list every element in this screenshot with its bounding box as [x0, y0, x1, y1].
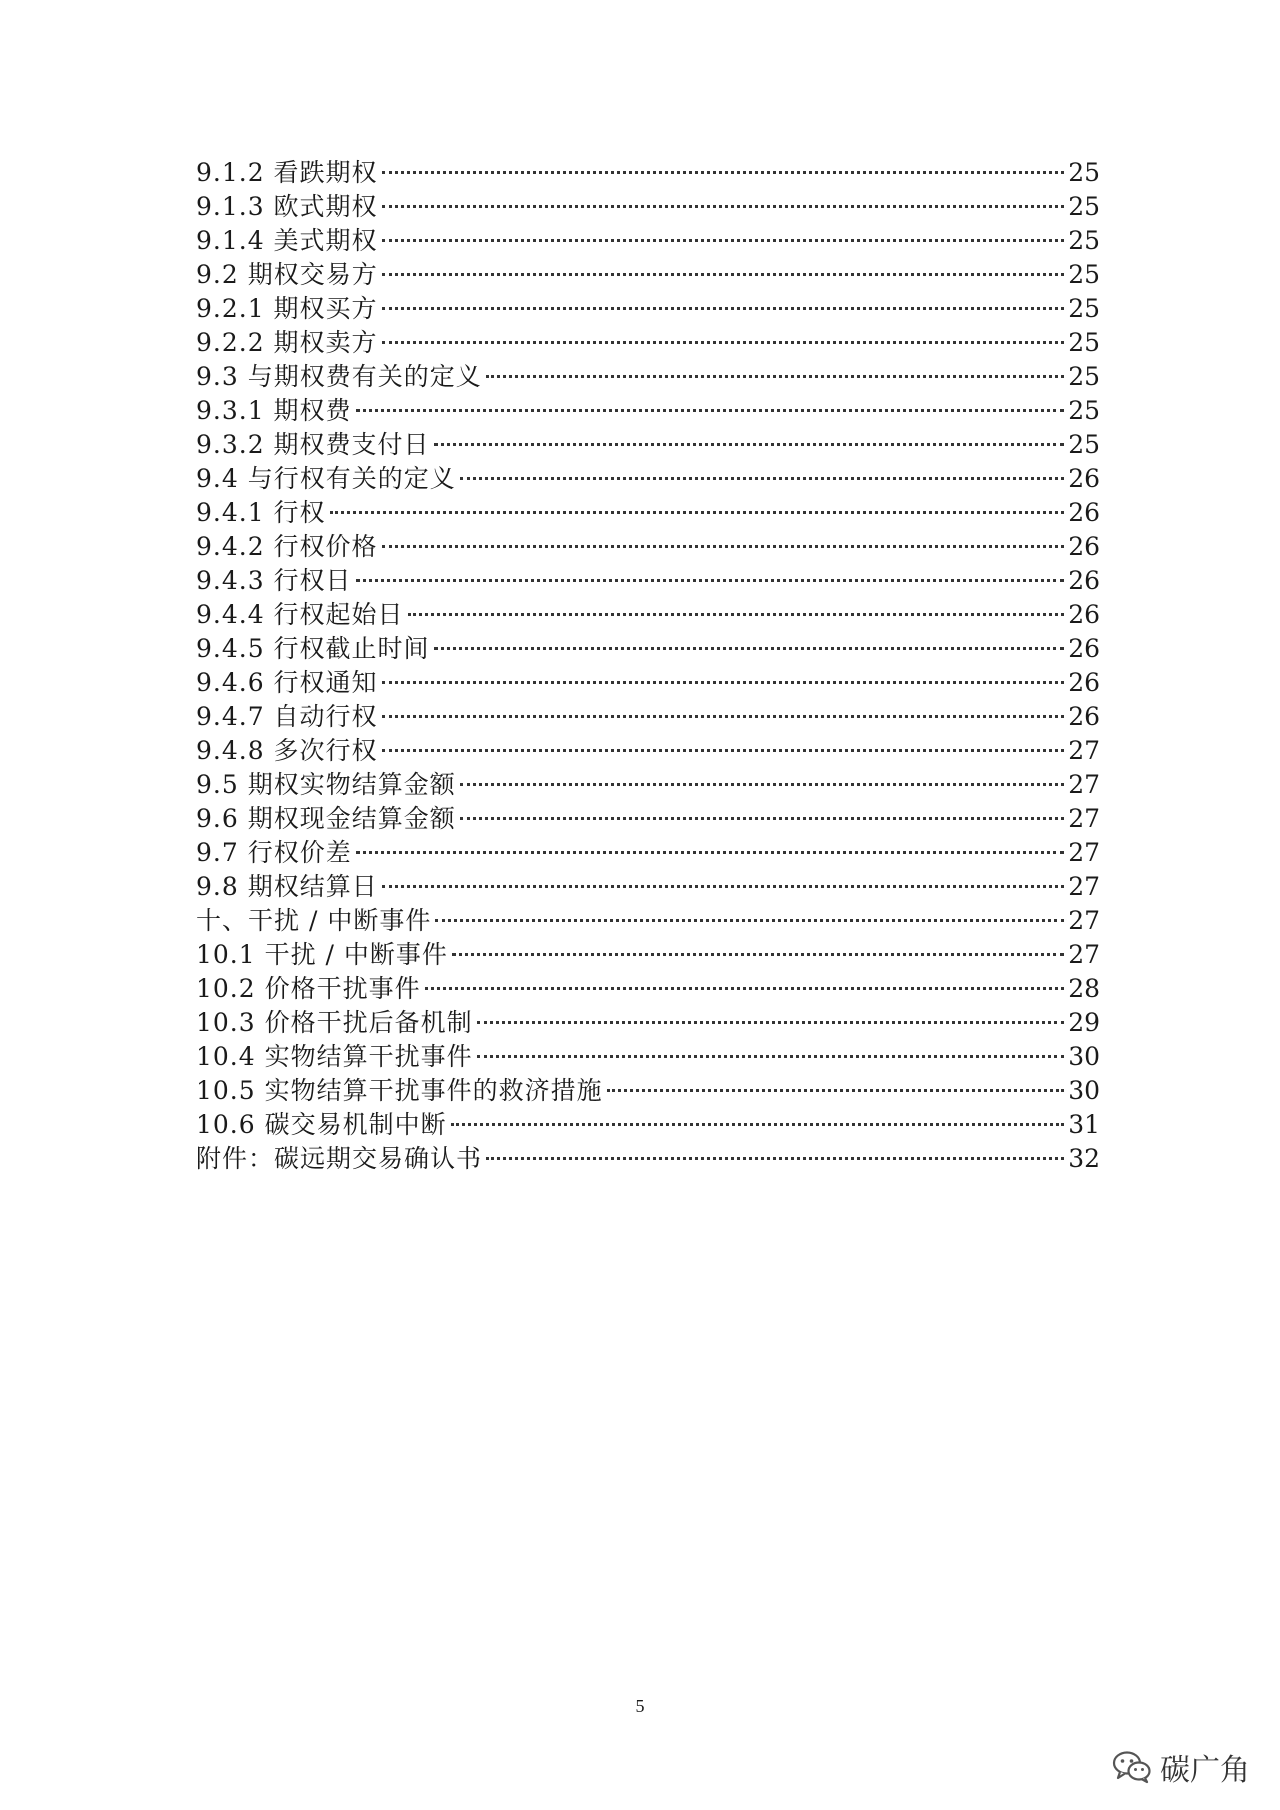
- toc-entry[interactable]: [196, 258, 1100, 292]
- toc-entry-page: 27: [1068, 906, 1100, 935]
- toc-dot-leader: [382, 273, 1064, 276]
- toc-entry-label: 9.2 期权交易方: [196, 260, 378, 289]
- toc-entry-page: 26: [1068, 532, 1100, 561]
- toc-entry-label: 十、干扰 / 中断事件: [196, 906, 432, 935]
- toc-entry[interactable]: [196, 156, 1100, 190]
- toc-entry-label: 9.5 期权实物结算金额: [196, 770, 456, 799]
- toc-entry-page: 26: [1068, 600, 1100, 629]
- toc-entry-page: 27: [1068, 940, 1100, 969]
- toc-entry-page: 26: [1068, 464, 1100, 493]
- toc-entry-page: 25: [1068, 226, 1100, 255]
- toc-entry[interactable]: [196, 360, 1100, 394]
- toc-entry-label: 9.2.1 期权买方: [196, 294, 378, 323]
- toc-entry-label: 9.6 期权现金结算金额: [196, 804, 456, 833]
- toc-entry-page: 25: [1068, 328, 1100, 357]
- toc-entry-label: 9.3.1 期权费: [196, 396, 352, 425]
- toc-dot-leader: [607, 1089, 1065, 1092]
- toc-entry-label: 9.8 期权结算日: [196, 872, 378, 901]
- toc-entry[interactable]: [196, 326, 1100, 360]
- toc-entry-page: 25: [1068, 260, 1100, 289]
- toc-entry[interactable]: [196, 802, 1100, 836]
- toc-entry[interactable]: [196, 972, 1100, 1006]
- toc-entry-page: 25: [1068, 396, 1100, 425]
- toc-dot-leader: [382, 885, 1064, 888]
- toc-entry-page: 27: [1068, 804, 1100, 833]
- toc-dot-leader: [408, 613, 1065, 616]
- toc-entry-label: 10.3 价格干扰后备机制: [196, 1008, 473, 1037]
- toc-dot-leader: [382, 307, 1065, 310]
- toc-dot-leader: [356, 851, 1064, 854]
- toc-entry-label: 10.1 干扰 / 中断事件: [196, 940, 448, 969]
- toc-dot-leader: [486, 375, 1064, 378]
- toc-entry-page: 26: [1068, 566, 1100, 595]
- toc-dot-leader: [434, 647, 1065, 650]
- toc-entry[interactable]: [196, 632, 1100, 666]
- toc-entry-page: 28: [1068, 974, 1100, 1003]
- toc-entry-page: 25: [1068, 158, 1100, 187]
- toc-entry-page: 25: [1068, 294, 1100, 323]
- toc-dot-leader: [356, 409, 1065, 412]
- watermark: [1112, 1745, 1250, 1789]
- toc-dot-leader: [477, 1021, 1065, 1024]
- toc-dot-leader: [434, 443, 1065, 446]
- toc-entry[interactable]: [196, 394, 1100, 428]
- toc-entry[interactable]: [196, 836, 1100, 870]
- toc-entry-label: 9.4.2 行权价格: [196, 532, 378, 561]
- toc-entry[interactable]: [196, 428, 1100, 462]
- toc-dot-leader: [460, 477, 1064, 480]
- toc-entry-label: 9.4.7 自动行权: [196, 702, 378, 731]
- toc-entry-page: 25: [1068, 192, 1100, 221]
- toc-dot-leader: [451, 1123, 1065, 1126]
- toc-entry-label: 9.4.1 行权: [196, 498, 326, 527]
- toc-dot-leader: [477, 1055, 1065, 1058]
- toc-entry-label: 9.4.3 行权日: [196, 566, 352, 595]
- toc-entry[interactable]: [196, 938, 1100, 972]
- toc-entry[interactable]: [196, 870, 1100, 904]
- toc-entry[interactable]: [196, 564, 1100, 598]
- toc-entry[interactable]: [196, 666, 1100, 700]
- toc-entry[interactable]: [196, 1142, 1100, 1176]
- toc-entry-label: 9.4.5 行权截止时间: [196, 634, 430, 663]
- watermark-text: 碳广角: [1160, 1753, 1250, 1788]
- toc-entry-label: 9.4.6 行权通知: [196, 668, 378, 697]
- toc-entry[interactable]: [196, 224, 1100, 258]
- toc-dot-leader: [330, 511, 1065, 514]
- toc-entry[interactable]: [196, 496, 1100, 530]
- toc-dot-leader: [382, 681, 1065, 684]
- toc-entry[interactable]: [196, 462, 1100, 496]
- toc-entry[interactable]: [196, 904, 1100, 938]
- toc-entry-label: 9.1.4 美式期权: [196, 226, 378, 255]
- toc-entry[interactable]: [196, 292, 1100, 326]
- toc-entry-label: 9.4 与行权有关的定义: [196, 464, 456, 493]
- toc-dot-leader: [382, 171, 1065, 174]
- toc-entry[interactable]: [196, 700, 1100, 734]
- toc-dot-leader: [382, 205, 1065, 208]
- toc-entry-label: 9.3.2 期权费支付日: [196, 430, 430, 459]
- toc-entry-label: 9.7 行权价差: [196, 838, 352, 867]
- toc-dot-leader: [425, 987, 1065, 990]
- toc-entry-label: 9.3 与期权费有关的定义: [196, 362, 482, 391]
- toc-dot-leader: [382, 239, 1065, 242]
- toc-dot-leader: [460, 817, 1064, 820]
- toc-entry[interactable]: [196, 1108, 1100, 1142]
- toc-dot-leader: [382, 545, 1065, 548]
- toc-entry-label: 9.4.4 行权起始日: [196, 600, 404, 629]
- toc-entry[interactable]: [196, 1074, 1100, 1108]
- toc-dot-leader: [356, 579, 1065, 582]
- toc-entry-page: 26: [1068, 498, 1100, 527]
- toc-entry-label: 10.2 价格干扰事件: [196, 974, 421, 1003]
- toc-entry-page: 26: [1068, 668, 1100, 697]
- page-number: 5: [635, 1696, 645, 1716]
- table-of-contents: [196, 156, 1100, 1176]
- toc-entry-label: 10.5 实物结算干扰事件的救济措施: [196, 1076, 603, 1105]
- toc-entry[interactable]: [196, 1006, 1100, 1040]
- toc-entry-page: 29: [1068, 1008, 1100, 1037]
- toc-entry[interactable]: [196, 734, 1100, 768]
- toc-entry-page: 32: [1068, 1144, 1100, 1173]
- toc-entry[interactable]: [196, 768, 1100, 802]
- toc-dot-leader: [460, 783, 1064, 786]
- toc-entry-page: 31: [1068, 1110, 1100, 1139]
- toc-entry[interactable]: [196, 530, 1100, 564]
- toc-entry-label: 附件：碳远期交易确认书: [196, 1144, 483, 1173]
- toc-entry-page: 27: [1068, 770, 1100, 799]
- toc-entry-label: 9.1.2 看跌期权: [196, 158, 378, 187]
- toc-dot-leader: [486, 1157, 1064, 1160]
- toc-dot-leader: [452, 953, 1064, 956]
- toc-entry-page: 27: [1068, 838, 1100, 867]
- toc-entry-label: 9.4.8 多次行权: [196, 736, 378, 765]
- toc-entry-page: 30: [1068, 1076, 1100, 1105]
- toc-entry-page: 26: [1068, 634, 1100, 663]
- toc-dot-leader: [382, 749, 1065, 752]
- toc-dot-leader: [382, 341, 1065, 344]
- toc-entry-page: 27: [1068, 736, 1100, 765]
- toc-dot-leader: [435, 919, 1064, 922]
- toc-entry-page: 30: [1068, 1042, 1100, 1071]
- toc-entry[interactable]: [196, 190, 1100, 224]
- toc-entry-page: 27: [1068, 872, 1100, 901]
- toc-entry[interactable]: [196, 1040, 1100, 1074]
- toc-entry-label: 10.6 碳交易机制中断: [196, 1110, 447, 1139]
- toc-dot-leader: [382, 715, 1065, 718]
- toc-entry-page: 25: [1068, 362, 1100, 391]
- toc-entry-label: 9.1.3 欧式期权: [196, 192, 378, 221]
- toc-entry-label: 9.2.2 期权卖方: [196, 328, 378, 357]
- toc-entry-page: 26: [1068, 702, 1100, 731]
- toc-entry-label: 10.4 实物结算干扰事件: [196, 1042, 473, 1071]
- toc-entry[interactable]: [196, 598, 1100, 632]
- toc-entry-page: 25: [1068, 430, 1100, 459]
- wechat-icon: [1112, 1750, 1152, 1784]
